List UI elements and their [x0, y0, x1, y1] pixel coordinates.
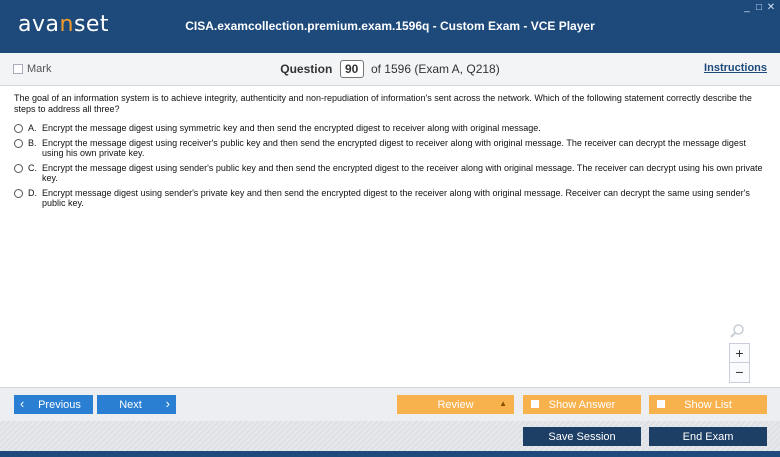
session-bar	[0, 421, 780, 451]
question-text: The goal of an information system is to achieve integrity, authenticity and non-repudiation of information's sent across the network. Which of the following statement correctly describe the steps to address all three?	[14, 93, 752, 114]
review-button[interactable]	[397, 395, 514, 414]
triangle-up-icon: ▲	[499, 399, 507, 408]
zoom-search-icon	[729, 323, 745, 339]
option-a[interactable]	[14, 123, 766, 133]
mark-label: Mark	[27, 63, 52, 75]
window-title: CISA.examcollection.premium.exam.1596q - Custom Exam - VCE Player	[185, 19, 595, 33]
question-header	[0, 53, 780, 86]
radio-icon[interactable]	[14, 164, 23, 173]
chevron-left-icon: ‹	[20, 396, 25, 411]
option-d[interactable]	[14, 188, 766, 208]
zoom-in-button[interactable]: +	[729, 343, 750, 364]
instructions-link[interactable]: Instructions	[704, 62, 767, 74]
checkbox-icon	[657, 400, 665, 408]
option-letter: B.	[28, 138, 37, 148]
minimize-icon[interactable]: _	[744, 2, 750, 13]
question-counter	[0, 60, 780, 78]
save-session-button[interactable]: Save Session	[523, 427, 641, 446]
question-label: Question	[280, 62, 333, 76]
title-bar	[0, 0, 780, 53]
chevron-right-icon: ›	[165, 396, 170, 411]
show-list-button[interactable]	[649, 395, 767, 414]
review-label: Review	[437, 398, 474, 411]
question-number-field[interactable]: 90	[340, 60, 364, 78]
option-letter: A.	[28, 123, 37, 133]
answer-options	[14, 123, 766, 213]
option-letter: D.	[28, 188, 37, 198]
close-icon[interactable]: ✕	[766, 2, 776, 13]
option-c[interactable]	[14, 163, 766, 183]
radio-icon[interactable]	[14, 124, 23, 133]
show-list-label: Show List	[684, 398, 732, 411]
show-answer-label: Show Answer	[548, 398, 616, 411]
next-label: Next	[119, 398, 142, 411]
radio-icon[interactable]	[14, 189, 23, 198]
option-b[interactable]	[14, 138, 766, 158]
radio-icon[interactable]	[14, 139, 23, 148]
footer-strip	[0, 451, 780, 457]
next-button[interactable]	[97, 395, 176, 414]
previous-button[interactable]	[14, 395, 93, 414]
option-text: Encrypt the message digest using sender's public key and then send the encrypted digest to the receiver along with original message. The receiver can decrypt using his own private key.	[42, 163, 763, 183]
question-total: of 1596 (Exam A, Q218)	[370, 62, 500, 76]
zoom-out-button[interactable]: −	[729, 362, 750, 383]
checkbox-icon	[531, 400, 539, 408]
option-letter: C.	[28, 163, 37, 173]
previous-label: Previous	[38, 398, 81, 411]
navigation-bar	[0, 387, 780, 421]
option-text: Encrypt the message digest using symmetric key and then send the encrypted digest to receiver along with original message.	[42, 123, 541, 133]
avanset-logo: avanset	[18, 12, 110, 37]
show-answer-button[interactable]	[523, 395, 641, 414]
option-text: Encrypt message digest using sender's private key and then send the encrypted digest to the receiver along with original message. Receiver can decrypt the same using sender's public key.	[42, 188, 750, 208]
end-exam-button[interactable]: End Exam	[649, 427, 767, 446]
option-text: Encrypt the message digest using receiver's public key and then send the encrypted digest to receiver along with original message. The receiver can decrypt the message digest using his own private key.	[42, 138, 746, 158]
maximize-icon[interactable]: □	[755, 2, 763, 13]
